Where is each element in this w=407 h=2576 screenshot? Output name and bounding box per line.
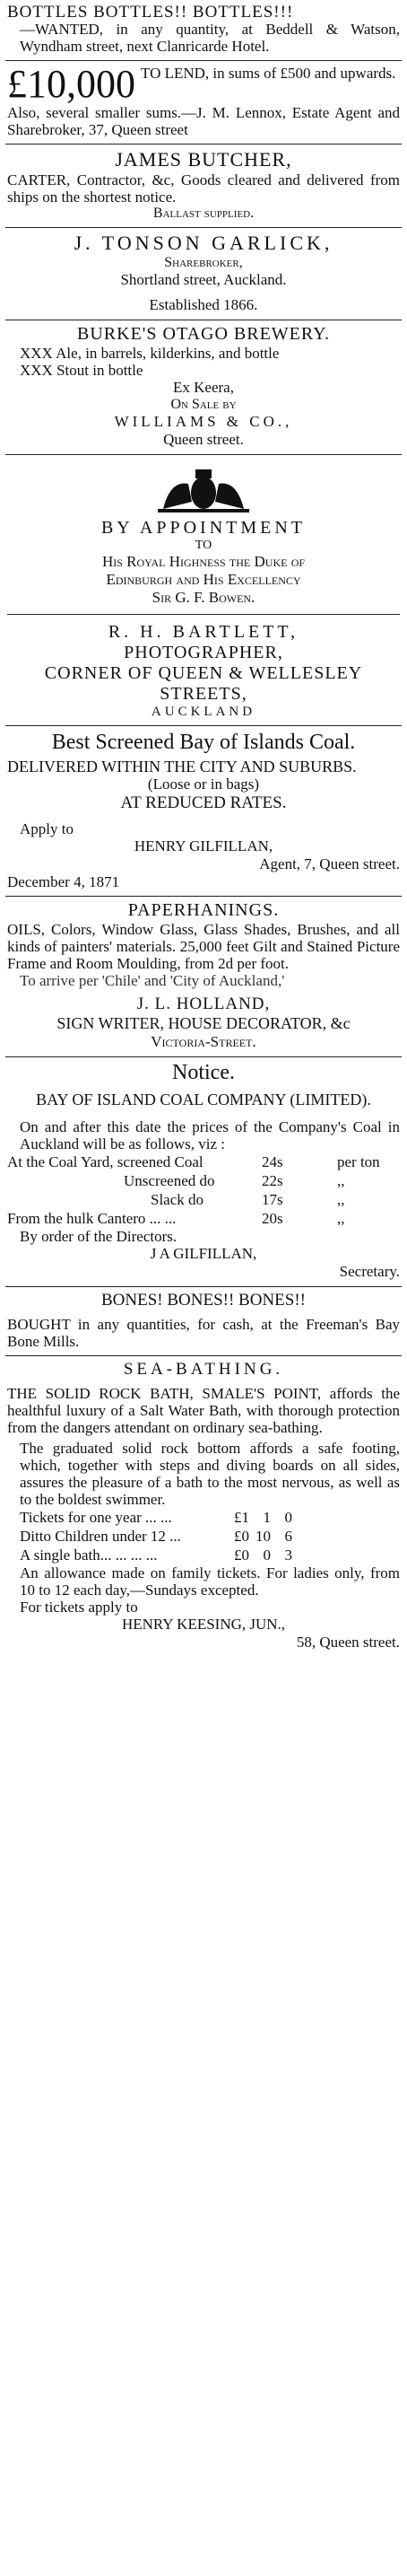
burke-line1: XXX Ale, in barrels, kilderkins, and bottle	[20, 345, 280, 362]
bartlett-line1: His Royal Highness the Duke of	[101, 553, 306, 570]
paper-body: OILS, Colors, Window Glass, Glass Shades, Brushes, and all kinds of painters' materials. 25,000 feet Gilt and Stained Picture Frame and Room Moulding, from 2d per foot.	[7, 921, 400, 972]
coal-heading: Best Screened Bay of Islands Coal.	[51, 731, 356, 754]
bathing-body1: THE SOLID ROCK BATH, SMALE'S POINT, affords the healthful luxury of a Salt Water Bath, with thorough protection from the dangers attendant on ordinary sea-bathing.	[7, 1385, 400, 1436]
bartlett-ad	[5, 455, 402, 726]
burke-name: BURKE'S OTAGO BREWERY.	[77, 324, 330, 344]
bathing-name: HENRY KEESING, JUN.,	[121, 1616, 286, 1633]
bartlett-line3: Sir G. F. Bowen.	[152, 589, 255, 606]
bartlett-city: AUCKLAND	[151, 705, 256, 719]
notice-name: J A GILFILLAN,	[150, 1245, 257, 1262]
notice-role: Secretary.	[339, 1263, 400, 1280]
coal-name: HENRY GILFILLAN,	[134, 837, 273, 854]
paper-ad	[5, 897, 402, 1057]
coal-date: December 4, 1871	[7, 873, 120, 890]
bathing-apply: For tickets apply to	[20, 1599, 138, 1616]
coal-body: DELIVERED WITHIN THE CITY AND SUBURBS.	[7, 758, 357, 775]
garlick-ad	[5, 228, 402, 320]
garlick-title: Sharebroker,	[164, 255, 243, 270]
price-list	[7, 1152, 400, 1228]
lend-ad	[5, 61, 402, 145]
coal-rates: AT REDUCED RATES.	[120, 793, 287, 812]
garlick-established: Established 1866.	[149, 296, 258, 313]
notice-heading: Notice.	[172, 1061, 235, 1084]
price-row: From the hulk Cantero ... ... 20s ,,	[7, 1210, 345, 1227]
coal-agent: Agent, 7, Queen street.	[259, 855, 400, 872]
notice-body: On and after this date the prices of the Company's Coal in Auckland will be as follows, viz :	[20, 1118, 400, 1152]
price-row: Unscreened do 22s ,,	[124, 1172, 345, 1189]
ticket-row: Ditto Children under 12 ... £0 10 6	[20, 1528, 292, 1545]
bones-ad	[5, 1287, 402, 1356]
bones-heading: BONES! BONES!! BONES!!	[101, 1291, 306, 1310]
burke-line5: WILLIAMS & CO.,	[114, 413, 293, 430]
burke-line4: On Sale by	[170, 397, 237, 412]
garlick-name: J. TONSON GARLICK,	[74, 232, 333, 254]
bones-body: BOUGHT in any quantities, for cash, at the Freeman's Bay Bone Mills.	[7, 1316, 400, 1350]
butcher-body: CARTER, Contractor, &c, Goods cleared and delivered from ships on the shortest notice.	[7, 171, 400, 206]
royal-crest-icon	[136, 462, 271, 516]
price-row: Slack do 17s ,,	[151, 1191, 345, 1208]
ticket-list	[7, 1508, 400, 1564]
notice-company: BAY OF ISLAND COAL COMPANY (LIMITED).	[36, 1091, 371, 1108]
burke-line3: Ex Keera,	[173, 379, 234, 396]
paper-arrive: To arrive per 'Chile' and 'City of Auckland,'	[20, 972, 285, 989]
burke-line2: XXX Stout in bottle	[20, 362, 143, 379]
lend-body: Also, several smaller sums.—J. M. Lennox, Estate Agent and Sharebroker, 37, Queen street	[7, 104, 400, 138]
bartlett-to: TO	[195, 539, 212, 552]
bartlett-trade: PHOTOGRAPHER,	[124, 643, 283, 662]
coal-ad	[5, 726, 402, 897]
bottles-ad	[5, 0, 402, 61]
lend-amount: £10,000	[7, 62, 135, 106]
butcher-name: JAMES BUTCHER,	[115, 148, 292, 171]
bartlett-line2: Edinburgh and His Excellency	[106, 571, 301, 588]
divider	[7, 614, 400, 615]
notice-ad	[5, 1057, 402, 1287]
coal-apply: Apply to	[20, 820, 74, 837]
bartlett-name: R. H. BARTLETT,	[108, 622, 299, 642]
butcher-note: Ballast supplied.	[152, 206, 255, 221]
price-row: At the Coal Yard, screened Coal 24s per ton	[7, 1153, 380, 1170]
bottles-heading: BOTTLES BOTTLES!! BOTTLES!!!	[7, 3, 294, 22]
paper-name: J. L. HOLLAND,	[136, 994, 271, 1013]
paper-street: Victoria-Street.	[151, 1033, 256, 1050]
lend-heading: TO LEND, in sums of £500 and upwards.	[141, 65, 396, 82]
bathing-body2: The graduated solid rock bottom affords a safe footing, which, together with steps and diving boards on all sides, assures the pleasure of a bath to the most nervous, as well as to the boldest swimmer.	[20, 1440, 400, 1508]
ticket-row: A single bath... ... ... ... £0 0 3	[20, 1546, 292, 1564]
burke-line6: Queen street.	[163, 431, 244, 448]
bathing-ad	[5, 1356, 402, 1657]
bathing-heading: SEA-BATHING.	[123, 1360, 284, 1379]
notice-order: By order of the Directors.	[20, 1228, 178, 1245]
bartlett-corner: CORNER OF QUEEN & WELLESLEY STREETS,	[44, 663, 363, 704]
ticket-row: Tickets for one year ... ... £1 1 0	[20, 1509, 292, 1526]
coal-loose: (Loose or in bags)	[147, 775, 260, 793]
bathing-allowance: An allowance made on family tickets. For ladies only, from 10 to 12 each day,—Sundays excepted.	[20, 1564, 400, 1599]
burke-ad	[5, 320, 402, 455]
bottles-body: —WANTED, in any quantity, at Beddell & Watson, Wyndham street, next Clanricarde Hotel.	[20, 21, 400, 55]
paper-heading: PAPERHANINGS.	[127, 900, 280, 920]
bathing-address: 58, Queen street.	[296, 1634, 400, 1651]
butcher-ad	[5, 145, 402, 228]
bartlett-appointment: BY APPOINTMENT	[100, 518, 307, 538]
garlick-address: Shortland street, Auckland.	[120, 271, 287, 288]
paper-trade: SIGN WRITER, HOUSE DECORATOR, &c	[56, 1014, 351, 1032]
